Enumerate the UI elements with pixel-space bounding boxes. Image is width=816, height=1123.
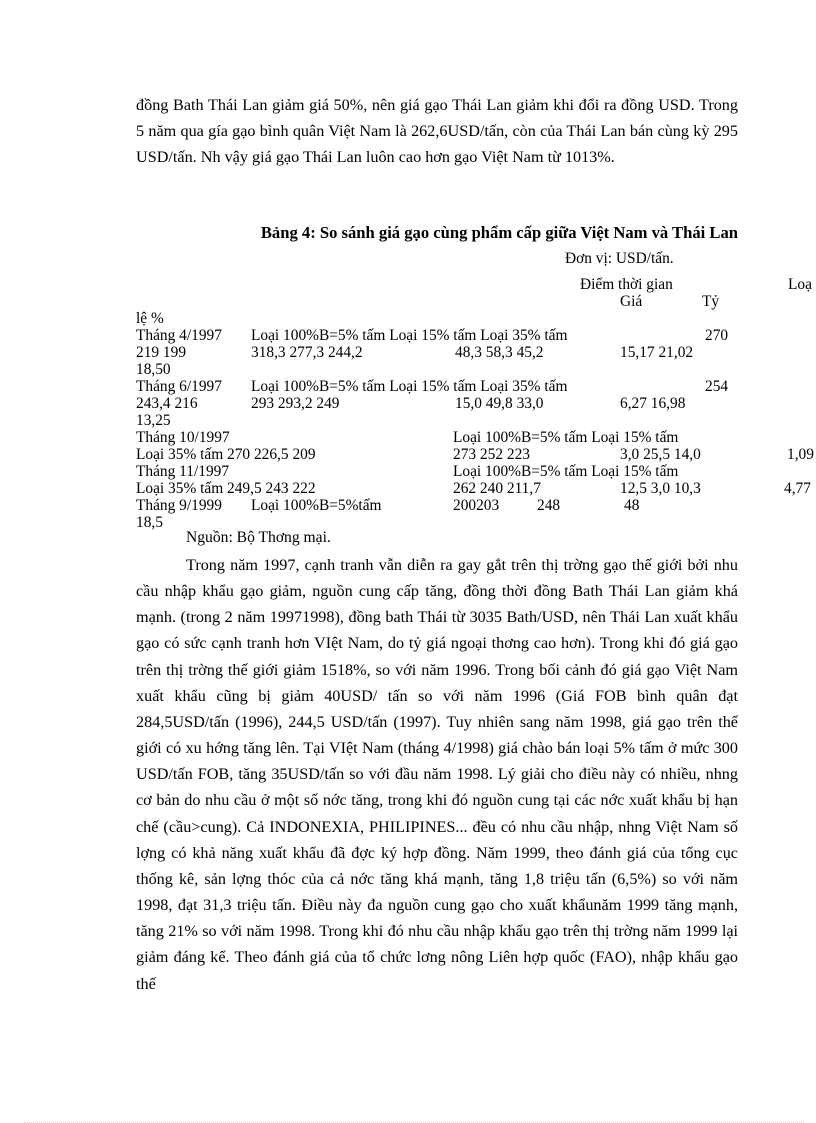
header-ratio: Tỷ bbox=[702, 293, 720, 310]
paragraph-intro: đồng Bath Thái Lan giảm giá 50%, nên giá gạo Thái Lan giảm khi đổi ra đồng USD. Trong 5 năm qua gía gạo bình quân Việt Nam là 262,6USD/tấn, còn của Thái Lan bán cùng kỳ 295 USD/tấn. Nh vậy giá gạo Thái Lan luôn cao hơn gạo Việt Nam từ 1013%. bbox=[136, 96, 738, 166]
table-cell: 6,27 16,98 bbox=[620, 395, 686, 412]
header-price: Giá bbox=[620, 293, 643, 310]
table-cell: 3,0 25,5 14,0 bbox=[620, 446, 701, 463]
price-comparison-table bbox=[0, 0, 816, 540]
table-cell: 248 bbox=[537, 497, 561, 514]
table-cell: 4,77 bbox=[784, 480, 811, 497]
table-cell: 48,3 58,3 45,2 bbox=[455, 344, 544, 361]
table-cell: 13,25 bbox=[136, 412, 171, 429]
table-cell: 15,0 49,8 33,0 bbox=[455, 395, 544, 412]
table-cell: 15,17 21,02 bbox=[620, 344, 694, 361]
table-cell: 18,5 bbox=[136, 514, 163, 531]
table-cell: Loại 35% tấm 270 226,5 209 bbox=[136, 446, 316, 463]
table-cell: Tháng 11/1997 bbox=[136, 463, 230, 480]
table-cell: 262 240 211,7 bbox=[453, 480, 541, 497]
header-type: Loạ bbox=[788, 276, 812, 293]
table-cell: 200203 bbox=[453, 497, 500, 514]
header-ratio-cont: lệ % bbox=[136, 310, 164, 327]
table-cell: 243,4 216 bbox=[136, 395, 198, 412]
table-cell: Tháng 10/1997 bbox=[136, 429, 230, 446]
table-source: Nguồn: Bộ Thơng mại. bbox=[186, 529, 331, 546]
table-cell: 254 bbox=[705, 378, 729, 395]
table-cell: 273 252 223 bbox=[453, 446, 530, 463]
table-cell: Loại 100%B=5% tấm Loại 15% tấm Loại 35% tấm bbox=[251, 327, 568, 344]
table-cell: 293 293,2 249 bbox=[251, 395, 340, 412]
paragraph-body-text: Trong năm 1997, cạnh tranh vẫn diễn ra gay gắt trên thị trờng gạo thế giới bởi nhu cầu nhập khẩu gạo giảm, nguồn cung cấp tăng, đồng thời đồng Bath Thái Lan giảm khá mạnh. (trong 2 năm 19971998), đồng bath Thái từ 3035 Bath/USD, nên Thái Lan xuất khẩu gạo có sức cạnh tranh hơn VIệt Nam, do tỷ giá ngoại thơng cao hơn). Trong khi đó giá gạo trên thị trờng thế giới giảm 1518%, so với năm 1996. Trong bối cảnh đó giá gạo Việt Nam xuất khẩu cũng bị giảm 40USD/ tấn so với năm 1996 (Giá FOB bình quân đạt 284,5USD/tấn (1996), 244,5 USD/tấn (1997). Tuy nhiên sang năm 1998, giá gạo trên thế giới có xu hớng tăng lên. Tại VIệt Nam (tháng 4/1998) giá chào bán loại 5% tấm ở mức 300 USD/tấn FOB, tăng 35USD/tấn so với đầu năm 1998. Lý giải cho điều này có nhiều, nhng cơ bản do nhu cầu ở một số nớc tăng, trong khi đó nguồn cung tại các nớc xuất khẩu bị hạn chế (cầu>cung). Cả INDONEXIA, PHILIPINES... đều có nhu cầu nhập, nhng Việt Nam số lợng có khả năng xuất khẩu đã đợc ký hợp đồng. Năm 1999, theo đánh giá của tổng cục thống kê, sản lợng thóc của cả nớc tăng khá mạnh, tăng 1,8 triệu tấn (6,5%) so với năm 1998, đạt 31,3 triệu tấn. Điều này đa nguồn cung gạo cho xuất khẩunăm 1999 tăng mạnh, tăng 21% so với năm 1998. Trong khi đó nhu cầu nhập khẩu gạo trên thị trờng năm 1999 lại giảm đáng kể. Theo đánh giá của tổ chức lơng nông Liên hợp quốc (FAO), nhập khẩu gạo thế bbox=[136, 556, 738, 993]
table-cell: Loại 100%B=5%tấm bbox=[251, 497, 382, 514]
table-cell: Tháng 6/1997 bbox=[136, 378, 222, 395]
table-cell: Loại 100%B=5% tấm Loại 15% tấm bbox=[453, 429, 679, 446]
table-cell: 12,5 3,0 10,3 bbox=[620, 480, 701, 497]
table-cell: 318,3 277,3 244,2 bbox=[251, 344, 363, 361]
header-time-point: Điểm thời gian bbox=[580, 276, 673, 293]
table-cell: 270 bbox=[705, 327, 729, 344]
table-cell: 18,50 bbox=[136, 361, 171, 378]
table-cell: Tháng 9/1999 bbox=[136, 497, 222, 514]
table-cell: Tháng 4/1997 bbox=[136, 327, 222, 344]
table-title: Bảng 4: So sánh giá gạo cùng phẩm cấp giữa Việt Nam và Thái Lan bbox=[260, 223, 738, 242]
paragraph-body bbox=[136, 552, 738, 1030]
table-cell: 219 199 bbox=[136, 344, 187, 361]
table-cell: 1,09 bbox=[787, 446, 814, 463]
table-cell: Loại 35% tấm 249,5 243 222 bbox=[136, 480, 316, 497]
table-cell: 48 bbox=[624, 497, 640, 514]
table-cell: Loại 100%B=5% tấm Loại 15% tấm Loại 35% tấm bbox=[251, 378, 568, 395]
table-cell: Loại 100%B=5% tấm Loại 15% tấm bbox=[453, 463, 679, 480]
table-unit: Đơn vị: USD/tấn. bbox=[565, 250, 674, 267]
